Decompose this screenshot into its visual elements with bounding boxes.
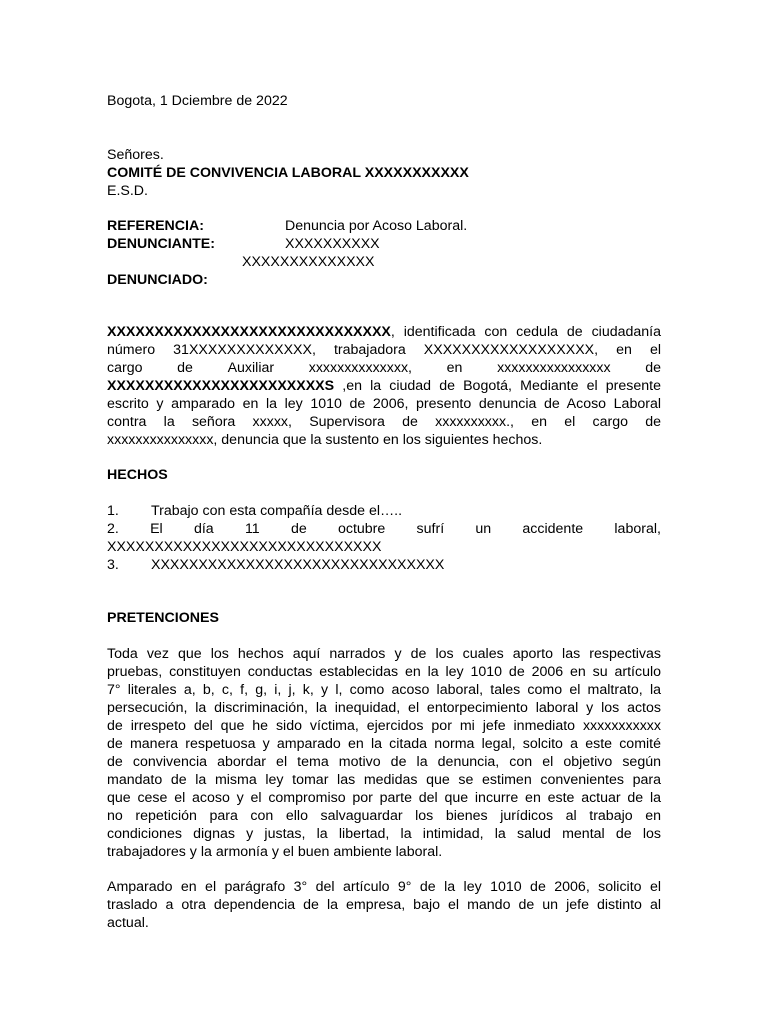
pretenciones-p1-line: Toda vez que los hechos aquí narrados y de los cuales aporto las respectivas [107, 646, 661, 662]
intro-line-7: xxxxxxxxxxxxxxx, denuncia que la sustento en los siguientes hechos. [107, 432, 543, 448]
pretenciones-p1-line: pruebas, constituyen conductas establecidas en la ley 1010 de 2006 en su artículo [107, 664, 661, 680]
pretenciones-p1-line: de convivencia abordar el tema motivo de la denuncia, con el objetivo según [107, 754, 661, 770]
referencia-value: Denuncia por Acoso Laboral. [285, 218, 468, 234]
intro-line-4: XXXXXXXXXXXXXXXXXXXXXXXS ,en la ciudad de Bogotá, Mediante el presente [107, 378, 661, 394]
intro-line-2: número 31XXXXXXXXXXXXX, trabajadora XXXXXXXXXXXXXXXXXX, en el [107, 342, 661, 358]
denunciante-name: XXXXXXXXXXXXXXXXXXXXXXXXXXXXXX [107, 324, 391, 340]
pretenciones-p1-line: de manera respetuosa y amparado en la citada norma legal, solcito a este comité [107, 736, 661, 752]
pretenciones-p1-line: no repetición para con ello salvaguardar los bienes jurídicos al trabajo en [107, 808, 661, 824]
pretenciones-p1-line: mandato de la misma ley tomar las medidas que se estimen convenientes para [107, 772, 661, 788]
hecho-2-line: 2. El día 11 de octubre sufrí un accidente laboral, [107, 521, 661, 537]
pretenciones-heading: PRETENCIONES [107, 610, 219, 626]
company-name: XXXXXXXXXXXXXXXXXXXXXXXS [107, 378, 335, 394]
pretenciones-p1-line: trabajadores y la armonía y el buen ambiente laboral. [107, 844, 443, 860]
intro-line-1: XXXXXXXXXXXXXXXXXXXXXXXXXXXXXX, identificada con cedula de ciudadanía [107, 324, 661, 340]
hecho-3-text: XXXXXXXXXXXXXXXXXXXXXXXXXXXXXXX [151, 557, 445, 573]
intro-line-5: escrito y amparado en la ley 1010 de 2006, presento denuncia de Acoso Laboral [107, 396, 661, 412]
hecho-2-continuation: XXXXXXXXXXXXXXXXXXXXXXXXXXXXX [107, 539, 382, 555]
recipient: COMITÉ DE CONVIVENCIA LABORAL XXXXXXXXXXX [107, 165, 469, 181]
esd-line: E.S.D. [107, 183, 148, 199]
pretenciones-p2-line: traslado a otra dependencia de la empresa, bajo el mando de un jefe distinto al [107, 897, 661, 913]
pretenciones-p1-line: de irrespeto del que he sido víctima, ejercidos por mi jefe inmediato xxxxxxxxxxx [107, 718, 661, 734]
denunciante-value-2: XXXXXXXXXXXXXX [242, 254, 375, 270]
intro-line-6: contra la señora xxxxx, Supervisora de xxxxxxxxxx., en el cargo de [107, 414, 661, 430]
hecho-1-text: Trabajo con esta compañía desde el….. [151, 503, 403, 519]
hecho-1-number: 1. [107, 503, 119, 519]
hechos-heading: HECHOS [107, 467, 168, 483]
salutation: Señores. [107, 147, 164, 163]
pretenciones-p1-line: que cese el acoso y el compromiso por parte del que incurre en este actuar de la [107, 790, 661, 806]
denunciante-value: XXXXXXXXXX [285, 236, 380, 252]
denunciado-label: DENUNCIADO: [107, 272, 208, 288]
pretenciones-p1-line: condiciones dignas y justas, la libertad, la intimidad, la salud mental de los [107, 826, 661, 842]
intro-line-3: cargo de Auxiliar xxxxxxxxxxxxxx, en xxxxxxxxxxxxxxxx de [107, 360, 661, 376]
referencia-label: REFERENCIA: [107, 218, 204, 234]
hecho-2-number: 2. [107, 521, 119, 537]
denunciante-label: DENUNCIANTE: [107, 236, 215, 252]
pretenciones-p1-line: 7° literales a, b, c, f, g, i, j, k, y l, como acoso laboral, tales como el maltrato, la [107, 682, 661, 698]
date-line: Bogota, 1 Dciembre de 2022 [107, 93, 288, 109]
pretenciones-p2-line: Amparado en el parágrafo 3° del artículo 9° de la ley 1010 de 2006, solicito el [107, 879, 661, 895]
pretenciones-p2-line: actual. [107, 915, 149, 931]
hecho-3-number: 3. [107, 557, 119, 573]
pretenciones-p1-line: persecución, la discriminación, la inequidad, el entorpecimiento laboral y los actos [107, 700, 661, 716]
